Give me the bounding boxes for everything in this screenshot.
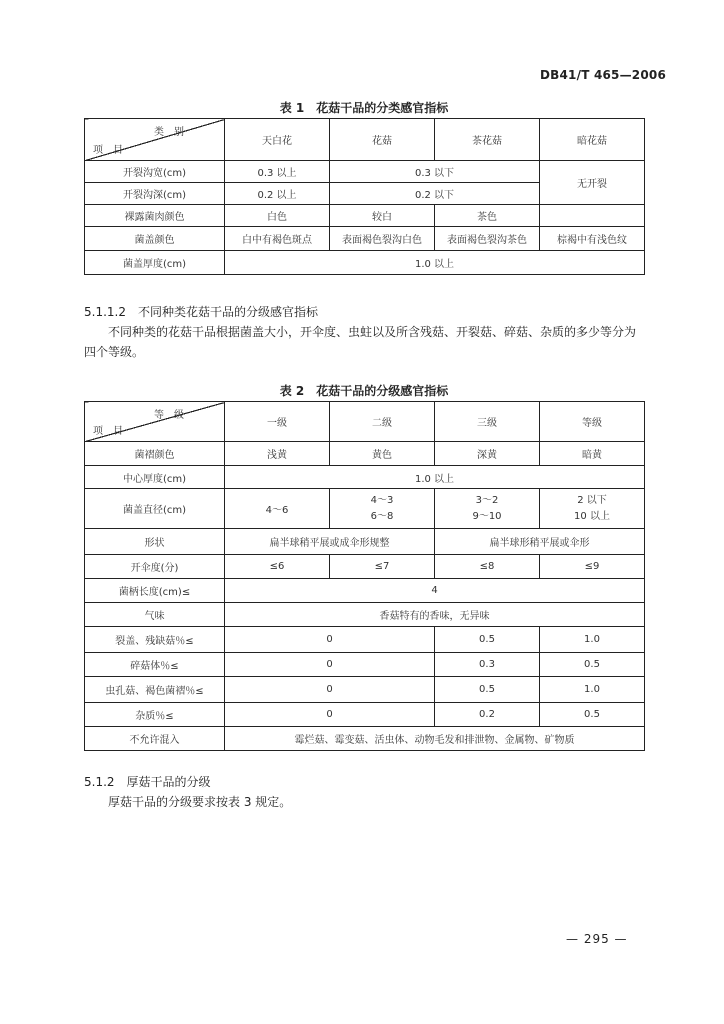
table-row bbox=[85, 205, 645, 227]
table1-col-header: 花菇 bbox=[330, 119, 435, 161]
table-cell: 0.2 以下 bbox=[330, 183, 540, 205]
table-cell: 1.0 以上 bbox=[225, 251, 645, 275]
table-cell: ≤7 bbox=[330, 555, 435, 579]
table-cell: 茶色 bbox=[435, 205, 540, 227]
table1-col-header: 茶花菇 bbox=[435, 119, 540, 161]
cell-line: 6～8 bbox=[370, 510, 394, 522]
table-row bbox=[85, 727, 645, 751]
table2-caption: 表 2 花菇干品的分级感官指标 bbox=[279, 384, 449, 398]
table-cell: 0.3 以下 bbox=[330, 161, 540, 183]
table-cell: 浅黄 bbox=[225, 442, 330, 466]
table2-header-row bbox=[85, 402, 645, 442]
table-cell: 扁半球形稍平展或伞形 bbox=[435, 529, 645, 555]
table-row bbox=[85, 529, 645, 555]
table-cell bbox=[435, 489, 540, 529]
table1-corner-top: 类 别 bbox=[154, 127, 184, 138]
row-label: 中心厚度(cm) bbox=[85, 466, 225, 489]
table1 bbox=[84, 118, 645, 275]
table2-corner-top: 等 级 bbox=[154, 410, 184, 421]
table-cell: 霉烂菇、霉变菇、活虫体、动物毛发和排泄物、金属物、矿物质 bbox=[225, 727, 645, 751]
table-cell: 1.0 bbox=[540, 677, 645, 703]
table-cell bbox=[540, 205, 645, 227]
document-number: DB41/T 465—2006 bbox=[540, 68, 666, 82]
table-cell: 0 bbox=[225, 653, 435, 677]
row-label: 碎菇体％≤ bbox=[85, 653, 225, 677]
table2-col-header: 三级 bbox=[435, 402, 540, 442]
table-row bbox=[85, 603, 645, 627]
row-label: 开伞度(分) bbox=[85, 555, 225, 579]
row-label: 杂质％≤ bbox=[85, 703, 225, 727]
table2 bbox=[84, 401, 645, 751]
table-cell: 0.5 bbox=[540, 653, 645, 677]
table-cell: ≤8 bbox=[435, 555, 540, 579]
table-cell: ≤9 bbox=[540, 555, 645, 579]
table-cell: 表面褐色裂沟白色 bbox=[330, 227, 435, 251]
table-cell: 0.3 以上 bbox=[225, 161, 330, 183]
row-label: 不允许混入 bbox=[85, 727, 225, 751]
table-row bbox=[85, 442, 645, 466]
row-label: 菌褶颜色 bbox=[85, 442, 225, 466]
table-cell: 棕褐中有浅色纹 bbox=[540, 227, 645, 251]
table-cell: 香菇特有的香味，无异味 bbox=[225, 603, 645, 627]
row-label: 裂盖、残缺菇％≤ bbox=[85, 627, 225, 653]
table-row bbox=[85, 653, 645, 677]
section-body-line2: 四个等级。 bbox=[84, 345, 145, 359]
table-row bbox=[85, 251, 645, 275]
table-row bbox=[85, 703, 645, 727]
table-cell: 0 bbox=[225, 703, 435, 727]
row-label: 菌柄长度(cm)≤ bbox=[85, 579, 225, 603]
table-row bbox=[85, 579, 645, 603]
row-label: 菌盖颜色 bbox=[85, 227, 225, 251]
table-cell: 0.5 bbox=[540, 703, 645, 727]
table-cell: 0.5 bbox=[435, 627, 540, 653]
section-heading-512: 5.1.2 厚菇干品的分级 bbox=[84, 775, 211, 789]
cell-line: 10 以上 bbox=[574, 510, 610, 522]
table-cell: 1.0 以上 bbox=[225, 466, 645, 489]
table1-header-row bbox=[85, 119, 645, 161]
table-cell: 0.2 以上 bbox=[225, 183, 330, 205]
row-label: 菌盖直径(cm) bbox=[85, 489, 225, 529]
table-cell: 暗黄 bbox=[540, 442, 645, 466]
cell-line: 2 以下 bbox=[577, 494, 607, 506]
table-cell: 0.2 bbox=[435, 703, 540, 727]
table1-corner-cell bbox=[85, 119, 225, 161]
table-cell: 4 bbox=[225, 579, 645, 603]
table-cell bbox=[330, 489, 435, 529]
table-cell: 0.5 bbox=[435, 677, 540, 703]
table1-caption: 表 1 花菇干品的分类感官指标 bbox=[279, 101, 449, 115]
table1-col-header: 天白花 bbox=[225, 119, 330, 161]
table-cell: 0 bbox=[225, 627, 435, 653]
table-cell: 0 bbox=[225, 677, 435, 703]
table-cell: 白色 bbox=[225, 205, 330, 227]
row-label: 菌盖厚度(cm) bbox=[85, 251, 225, 275]
cell-line: 3～2 bbox=[475, 494, 499, 506]
table-cell: ≤6 bbox=[225, 555, 330, 579]
table-row bbox=[85, 677, 645, 703]
table2-col-header: 等级 bbox=[540, 402, 645, 442]
row-label: 裸露菌肉颜色 bbox=[85, 205, 225, 227]
section-heading-5112: 5.1.1.2 不同种类花菇干品的分级感官指标 bbox=[84, 305, 318, 319]
table-cell: 1.0 bbox=[540, 627, 645, 653]
row-label: 气味 bbox=[85, 603, 225, 627]
table-cell: 无开裂 bbox=[540, 161, 645, 205]
table-cell: 4～6 bbox=[225, 489, 330, 529]
table-cell bbox=[540, 489, 645, 529]
row-label: 虫孔菇、褐色菌褶％≤ bbox=[85, 677, 225, 703]
table-row bbox=[85, 227, 645, 251]
table-row bbox=[85, 489, 645, 529]
table-cell: 0.3 bbox=[435, 653, 540, 677]
table1-corner-bottom: 项 目 bbox=[93, 145, 123, 156]
table-cell: 扁半球稍平展或成伞形规整 bbox=[225, 529, 435, 555]
page-number: — 295 — bbox=[566, 932, 628, 946]
table2-col-header: 二级 bbox=[330, 402, 435, 442]
table2-col-header: 一级 bbox=[225, 402, 330, 442]
table-cell: 黄色 bbox=[330, 442, 435, 466]
row-label: 开裂沟宽(cm) bbox=[85, 161, 225, 183]
table-cell: 表面褐色裂沟茶色 bbox=[435, 227, 540, 251]
cell-line: 4～3 bbox=[370, 494, 394, 506]
table-cell: 深黄 bbox=[435, 442, 540, 466]
row-label: 开裂沟深(cm) bbox=[85, 183, 225, 205]
table2-corner-cell bbox=[85, 402, 225, 442]
table-row bbox=[85, 627, 645, 653]
section-body-512: 厚菇干品的分级要求按表 3 规定。 bbox=[108, 795, 292, 809]
table-cell: 白中有褐色斑点 bbox=[225, 227, 330, 251]
table-row bbox=[85, 466, 645, 489]
row-label: 形状 bbox=[85, 529, 225, 555]
cell-line: 9～10 bbox=[472, 510, 502, 522]
table-cell: 较白 bbox=[330, 205, 435, 227]
table2-corner-bottom: 项 目 bbox=[93, 426, 123, 437]
section-body-line1: 不同种类的花菇干品根据菌盖大小，开伞度、虫蛀以及所含残菇、开裂菇、碎菇、杂质的多少等分为 bbox=[108, 325, 637, 339]
table-row bbox=[85, 161, 645, 183]
table-row bbox=[85, 555, 645, 579]
table1-col-header: 暗花菇 bbox=[540, 119, 645, 161]
